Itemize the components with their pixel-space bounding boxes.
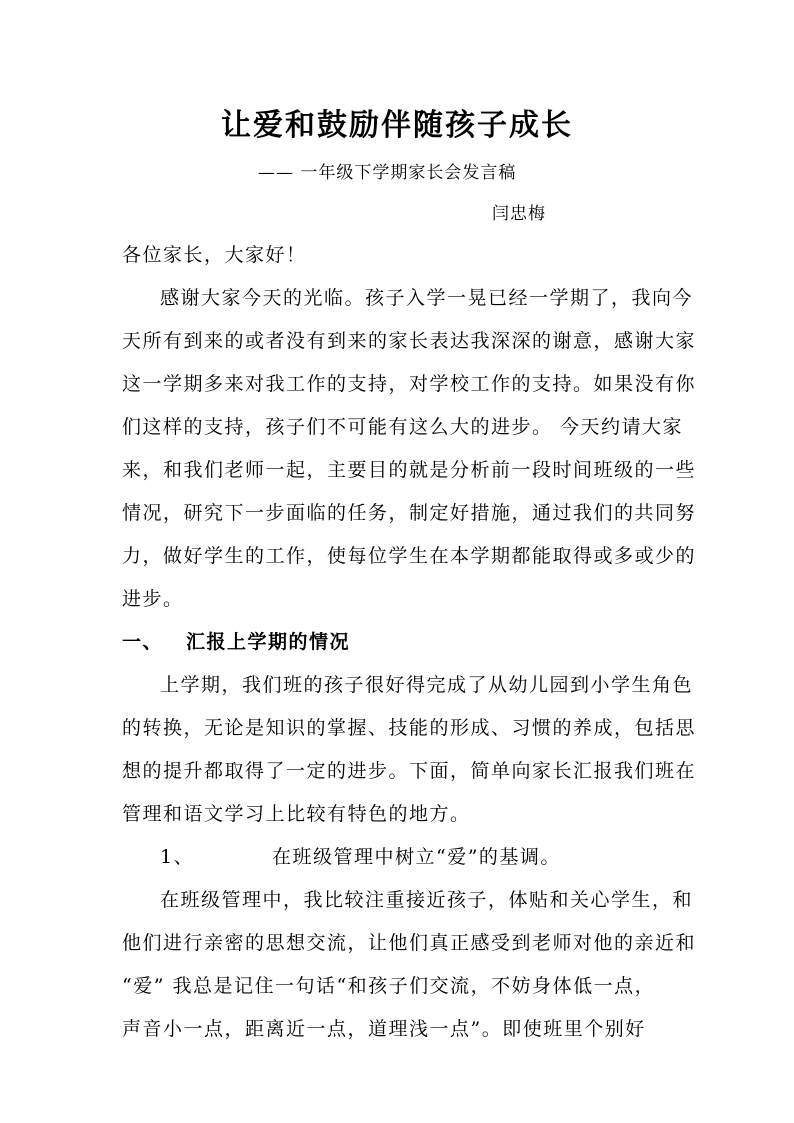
paragraph-line: 管理和语文学习上比较有特色的地方。 (122, 803, 471, 825)
paragraph-line: 的转换，无论是知识的掌握、技能的形成、习惯的养成，包括思 (122, 717, 697, 739)
paragraph-line: “爱” 我总是记住一句话“和孩子们交流，不妨身体低一点， (122, 975, 656, 997)
paragraph-line: 来，和我们老师一起，主要目的就是分析前一段时间班级的一些 (122, 459, 697, 481)
section-number: 一、 (122, 631, 164, 653)
paragraph-line: 进步。 (122, 588, 184, 610)
paragraph-line: 上学期，我们班的孩子很好得完成了从幼儿园到小学生角色 (160, 674, 694, 696)
subsection-heading: 在班级管理中树立“爱”的基调。 (272, 846, 561, 868)
paragraph-line: 在班级管理中，我比较注重接近孩子，体贴和关心学生，和 (160, 889, 694, 911)
author-name: 闫忠梅 (492, 204, 546, 224)
document-subtitle: —— 一年级下学期家长会发言稿 (258, 163, 517, 183)
paragraph-line: 情况，研究下一步面临的任务，制定好措施，通过我们的共同努 (122, 502, 697, 524)
paragraph-line: 声音小一点，距离近一点，道理浅一点”。即使班里个别好 (122, 1018, 646, 1040)
paragraph-line: 想的提升都取得了一定的进步。下面，简单向家长汇报我们班在 (122, 760, 697, 782)
paragraph-line: 天所有到来的或者没有到来的家长表达我深深的谢意，感谢大家 (122, 330, 697, 352)
document-title: 让爱和鼓励伴随孩子成长 (221, 108, 573, 143)
paragraph-line: 感谢大家今天的光临。孩子入学一晃已经一学期了，我向今 (160, 287, 694, 309)
section-heading: 汇报上学期的情况 (186, 631, 351, 653)
paragraph-line: 这一学期多来对我工作的支持，对学校工作的支持。如果没有你 (122, 373, 697, 395)
paragraph-line: 们这样的支持，孩子们不可能有这么大的进步。 今天约请大家 (122, 416, 684, 438)
paragraph-line: 他们进行亲密的思想交流，让他们真正感受到老师对他的亲近和 (122, 932, 697, 954)
paragraph-line: 力，做好学生的工作，使每位学生在本学期都能取得或多或少的 (122, 545, 697, 567)
greeting-line: 各位家长，大家好！ (122, 244, 307, 266)
subsection-number: 1、 (160, 846, 195, 868)
